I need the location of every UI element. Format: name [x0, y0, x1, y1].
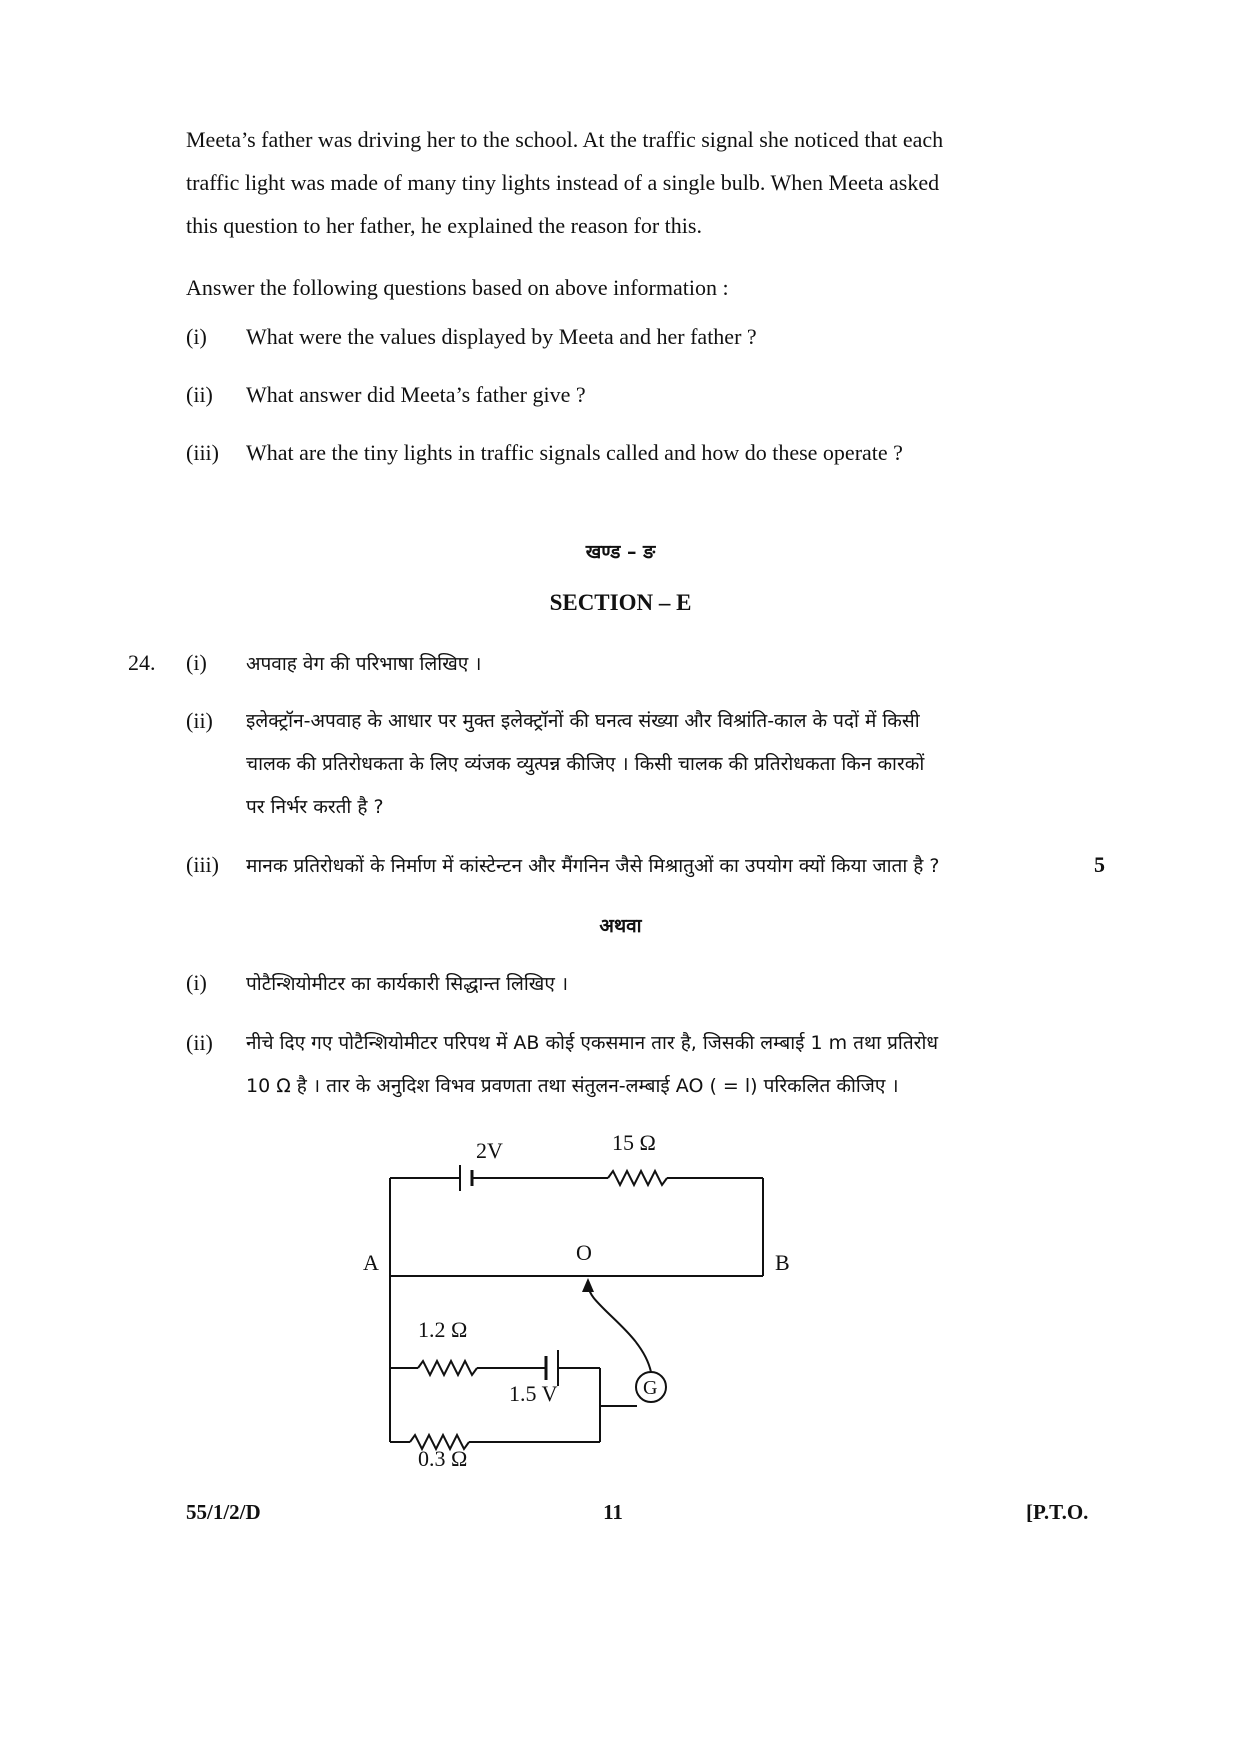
label-15-ohm: 15 Ω	[612, 1130, 656, 1155]
label-1-2-ohm: 1.2 Ω	[418, 1317, 468, 1342]
part-text: पोटैन्शियोमीटर का कार्यकारी सिद्धान्त लिखिए ।	[246, 973, 569, 995]
paper-code: 55/1/2/D	[186, 1500, 261, 1524]
question-number: (iii)	[186, 440, 219, 465]
part-line-3: पर निर्भर करती है ?	[246, 796, 384, 818]
part-text: मानक प्रतिरोधकों के निर्माण में कांस्टेन्टन और मैंगनिन जैसे मिश्रातुओं का उपयोग क्यों किया जाता है ?	[246, 855, 940, 877]
question-text: What answer did Meeta’s father give ?	[246, 382, 586, 407]
question-number: (i)	[186, 324, 207, 349]
part-number: (i)	[186, 650, 207, 675]
label-g: G	[643, 1377, 658, 1399]
marks: 5	[1094, 852, 1105, 877]
label-b: B	[775, 1250, 790, 1275]
jockey-arrow-icon	[582, 1278, 594, 1292]
part-number: (i)	[186, 970, 207, 995]
part-number: (ii)	[186, 1030, 213, 1055]
pto-label: [P.T.O.	[1026, 1500, 1089, 1524]
label-a: A	[363, 1250, 379, 1275]
passage-line-2: traffic light was made of many tiny lights instead of a single bulb. When Meeta asked	[186, 170, 940, 195]
resistor-1-2-ohm	[418, 1361, 477, 1375]
part-line-2: चालक की प्रतिरोधकता के लिए व्यंजक व्युत्पन्न कीजिए । किसी चालक की प्रतिरोधकता किन कारकों	[246, 753, 925, 775]
instruction: Answer the following questions based on above information :	[186, 275, 729, 300]
passage-line-3: this question to her father, he explained the reason for this.	[186, 213, 702, 238]
passage-line-1: Meeta’s father was driving her to the school. At the traffic signal she noticed that each	[186, 127, 944, 152]
label-2v: 2V	[476, 1138, 503, 1163]
question-number: (ii)	[186, 382, 213, 407]
resistor-15-ohm	[608, 1171, 667, 1185]
part-line-1: इलेक्ट्रॉन-अपवाह के आधार पर मुक्त इलेक्ट्रॉनों की घनत्व संख्या और विश्रांति-काल के पदों में किसी	[246, 710, 920, 732]
question-text: What were the values displayed by Meeta and her father ?	[246, 324, 757, 349]
question-text: What are the tiny lights in traffic signals called and how do these operate ?	[246, 440, 903, 465]
part-line-1: नीचे दिए गए पोटैन्शियोमीटर परिपथ में AB कोई एकसमान तार है, जिसकी लम्बाई 1 m तथा प्रतिरोध	[246, 1032, 939, 1054]
label-1-5v: 1.5 V	[509, 1381, 558, 1406]
part-text: अपवाह वेग की परिभाषा लिखिए ।	[246, 653, 482, 675]
or-heading: अथवा	[599, 915, 642, 937]
label-0-3-ohm: 0.3 Ω	[418, 1446, 468, 1471]
part-line-2: 10 Ω है । तार के अनुदिश विभव प्रवणता तथा संतुलन-लम्बाई AO ( = l) परिकलित कीजिए ।	[246, 1075, 899, 1097]
section-heading-hindi: खण्ड – ङ	[585, 541, 656, 563]
part-number: (ii)	[186, 708, 213, 733]
page-number: 11	[603, 1500, 623, 1524]
section-heading-english: SECTION – E	[549, 590, 692, 615]
jockey-wire	[588, 1286, 651, 1372]
question-24-number: 24.	[128, 650, 156, 675]
part-number: (iii)	[186, 852, 219, 877]
label-o: O	[576, 1240, 592, 1265]
